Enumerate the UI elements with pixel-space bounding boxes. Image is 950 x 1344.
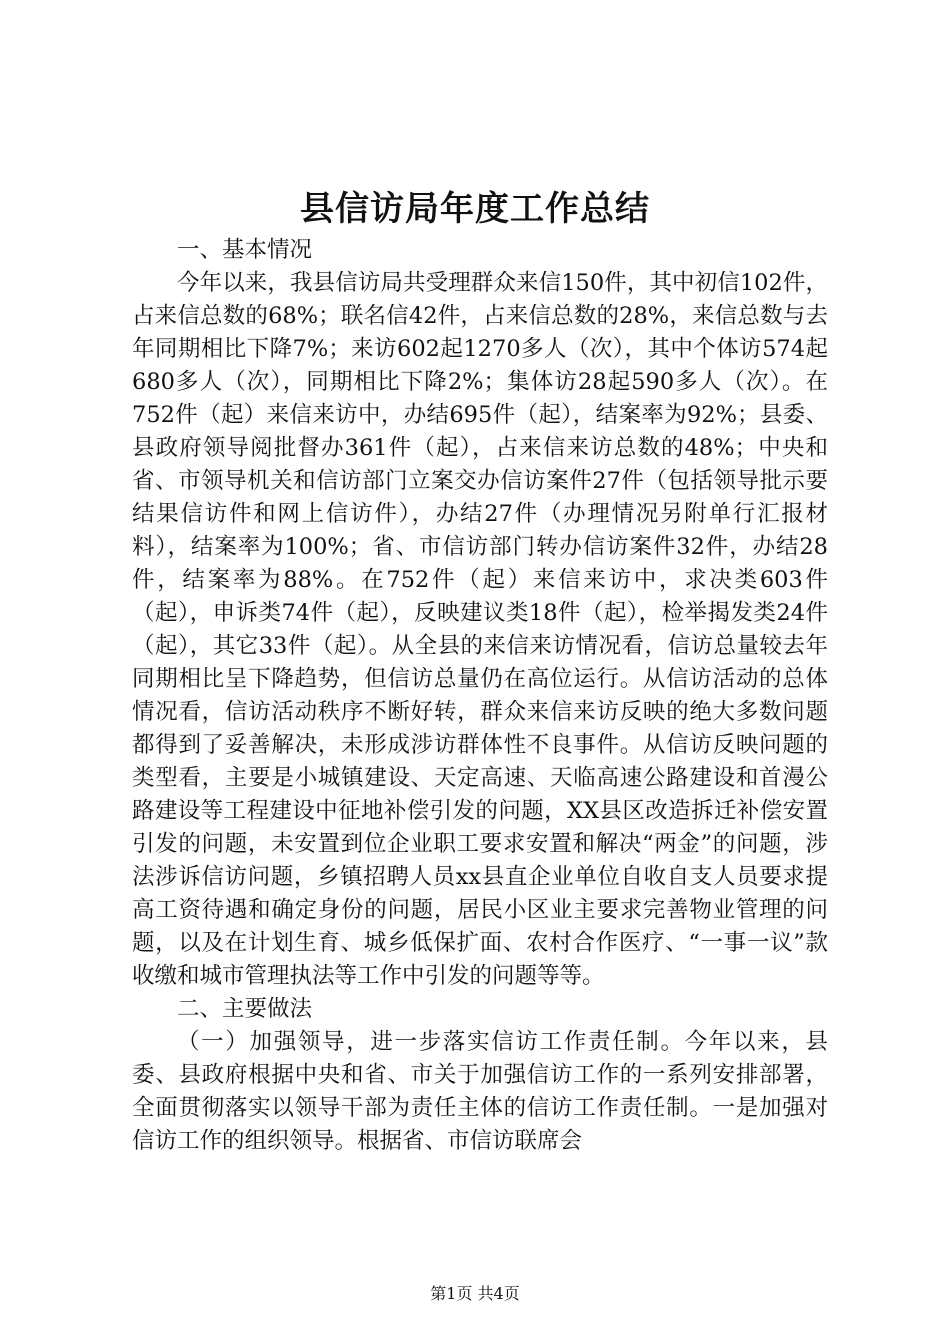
document-body <box>132 234 828 1158</box>
page-number-footer: 第1页 共4页 <box>430 1284 520 1303</box>
section-heading-main-practices: 二、主要做法 <box>177 996 313 1022</box>
section-heading-basic-situation: 一、基本情况 <box>177 237 313 263</box>
paragraph-leadership: （一）加强领导，进一步落实信访工作责任制。今年以来，县委、县政府根据中央和省、市关于加强信访工作的一系列安排部署，全面贯彻落实以领导干部为责任主体的信访工作责任制。一是加强对信访工作的组织领导。根据省、市信访联席会 <box>132 1029 828 1154</box>
paragraph-basic-situation: 今年以来，我县信访局共受理群众来信150件，其中初信102件，占来信总数的68%；联名信42件，占来信总数的28%，来信总数与去年同期相比下降7%；来访602起1270多人（次），其中个体访574起680多人（次），同期相比下降2%；集体访28起590多人（次）。在752件（起）来信来访中，办结695件（起），结案率为92%；县委、县政府领导阅批督办361件（起），占来信来访总数的48%；中央和省、市领导机关和信访部门立案交办信访案件27件（包括领导批示要结果信访件和网上信访件），办结27件（办理情况另附单行汇报材料），结案率为100%；省、市信访部门转办信访案件32件，办结28件，结案率为88%。在752件（起）来信来访中，求决类603件（起），申诉类74件（起），反映建议类18件（起），检举揭发类24件（起），其它33件（起）。从全县的来信来访情况看，信访总量较去年同期相比呈下降趋势，但信访总量仍在高位运行。从信访活动的总体情况看，信访活动秩序不断好转，群众来信来访反映的绝大多数问题都得到了妥善解决，未形成涉访群体性不良事件。从信访反映问题的类型看，主要是小城镇建设、天定高速、天临高速公路建设和首漫公路建设等工程建设中征地补偿引发的问题，XX县区改造拆迁补偿安置引发的问题，未安置到位企业职工要求安置和解决“两金”的问题，涉法涉诉信访问题，乡镇招聘人员xx县直企业单位自收自支人员要求提高工资待遇和确定身份的问题，居民小区业主要求完善物业管理的问题，以及在计划生育、城乡低保扩面、农村合作医疗、“一事一议”款收缴和城市管理执法等工作中引发的问题等等。 <box>132 270 828 989</box>
document-title: 县信访局年度工作总结 <box>300 189 650 229</box>
